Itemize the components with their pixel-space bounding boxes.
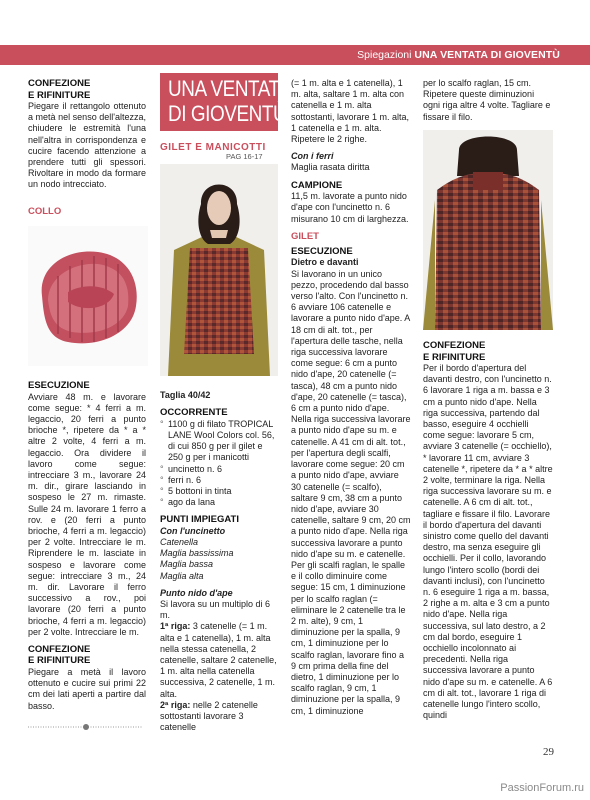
model-back-photo xyxy=(423,130,553,330)
punti-heading: PUNTI IMPIEGATI xyxy=(160,514,239,526)
ferri-heading: Con i ferri xyxy=(291,151,334,162)
column-1 xyxy=(28,78,146,191)
model-back-image xyxy=(423,130,553,330)
punto-item: Maglia alta xyxy=(160,570,204,581)
confezione-heading-1: CONFEZIONE E RIFINITURE xyxy=(28,78,91,101)
esecuzione-heading-1: ESECUZIONE xyxy=(28,380,90,391)
taglia: Taglia 40/42 xyxy=(160,390,211,400)
confezione-text-2: Piegare a metà il lavoro ottenuto e cucire sui primi 22 cm dei lati aperti a partire dal basso. xyxy=(28,666,146,711)
esecuzione-text-1: Avviare 48 m. e lavorare come segue: * 4 ferri a m. legaccio, 20 ferri a punto brioche *, ripetere da * a * altre 2 volte, 4 ferri a m. legaccio. Ora dividere il lavoro come segue: intrecciare 3 m., lavorare 24 m. dir., girare lasciando in sospeso le 27 m. rimaste. Sulle 24 m. lavorare 1 ferro a rov. e (20 ferri a punto brioche, 4 ferri a m. legaccio) per 2 volte. Intrecciare le m. Riprendere le m. lasciate in sospeso e lavorare come segue: intrecciare 3 m., 24 m. dir. Lavorare il ferro successivo a rov., poi lavorare (20 ferri a punto brioche, 4 ferri a m. legaccio) per 2 volte. Intrecciare le m. xyxy=(28,391,146,637)
punto-item: Catenella xyxy=(160,537,199,548)
occorrente-item: ° 1100 g di filato TROPICAL LANE Wool Colors col. 56, di cui 850 g per il gilet e 250 g per i manicotti xyxy=(160,419,280,464)
occorrente-item: ° uncinetto n. 6 xyxy=(160,464,280,475)
column-4b xyxy=(423,340,553,722)
ferri-text: Maglia rasata diritta xyxy=(291,162,370,173)
confezione-heading-3: CONFEZIONE E RIFINITURE xyxy=(423,340,486,363)
punto-item: Maglia bassa xyxy=(160,559,214,570)
collo-photo xyxy=(28,226,148,366)
riga2-text: nelle 2 catenelle sottostanti lavorare 3 catenelle xyxy=(160,699,258,733)
riga1-label: 1ª riga: xyxy=(160,621,191,632)
collo-section xyxy=(28,206,146,217)
col4-cont-text: per lo scalfo raglan, 15 cm. Ripetere queste diminuzioni ogni riga altre 4 volte. Tagliare e fissare il filo. xyxy=(423,78,551,122)
column-4 xyxy=(423,78,553,123)
confezione-text-3: Per il bordo d'apertura del davanti destro, con l'uncinetto n. 6 lavorare 1 riga a m. bassa e 3 cm a punto nido d'ape. Nella riga successiva, partendo dal basso, eseguire 4 occhielli come segue: lavorare 5 cm, avviare 3 catenelle (= occhiello), * lavorare 11 cm, avviare 3 catenelle *, ripetere da * a * altre 2 volte, terminare la riga. Nella riga successiva lavorare su m. e catenelle. A 6 cm di alt. tot., tagliare e fissare il filo. Lavorare il bordo d'apertura del davanti sinistro come quello del davanti destro, ma senza eseguire gli occhielli. Per il collo, lavorando lungo l'intero scollo (bordi dei davanti inclusi), con l'uncinetto n. 6 eseguire 1 riga a m. bassa, 2 righe a m. alta e 3 cm a punto nido d'ape. Nella riga successiva, sul lato destro, a 2 cm dal bordo, eseguire 1 occhiello incolonnato ai precedenti. Nella riga successiva lavorare a punto nido d'ape su m. e catenelle. A 6 cm di alt. tot., lavorare 1 riga di catenelle lungo l'intero scollo, quindi xyxy=(423,363,553,721)
campione-heading: CAMPIONE xyxy=(291,179,343,191)
confezione-text-1: Piegare il rettangolo ottenuto a metà nel senso dell'altezza, chiudere le estremità l'una nell'altra in corrispondenza e cucire facendo attenzione a prendere tutti gli spessori. Rivoltare in modo da formare un nodo intrecciato. xyxy=(28,101,146,190)
subtitle: GILET E MANICOTTI xyxy=(160,142,266,153)
occorrente-item: ° 5 bottoni in tinta xyxy=(160,486,280,497)
riga1-text: 3 catenelle (= 1 m. alta e 1 catenella), 1 m. alta nella stessa catenella, 2 catenelle, saltare 2 catenelle, 1 m. alta nella catenella successiva, 2 catenelle, 1 m. alta. xyxy=(160,621,277,699)
model-front-photo xyxy=(160,164,278,376)
col3-cont-text: (= 1 m. alta e 1 catenella), 1 m. alta, saltare 1 m. alta con catenella e 1 m. alta sottostanti, lavorare 1 m. alta, 1 catenella e 1 m. alta. Ripetere le 2 righe. xyxy=(291,78,410,145)
nido-intro: Si lavora su un multiplo di 6 m. xyxy=(160,599,271,621)
header-text xyxy=(357,47,560,63)
campione-text: 11,5 m. lavorate a punto nido d'ape con l'uncinetto n. 6 misurano 10 cm di larghezza. xyxy=(291,191,409,224)
esecuzione-heading-2: ESECUZIONE xyxy=(291,245,353,257)
occorrente-heading: OCCORRENTE xyxy=(160,407,228,419)
con-uncinetto: Con l'uncinetto xyxy=(160,525,226,536)
model-front-image xyxy=(160,164,278,376)
neck-warmer-image xyxy=(28,226,148,366)
column-1b xyxy=(28,380,146,712)
header-title: UNA VENTATA DI GIOVENTÙ xyxy=(414,49,560,61)
riga2-label: 2ª riga: xyxy=(160,699,191,710)
page-number: 29 xyxy=(543,746,554,758)
occorrente-item: ° ago da lana xyxy=(160,497,280,508)
column-3 xyxy=(291,78,411,717)
riga1 xyxy=(160,621,280,699)
confezione-heading-2: CONFEZIONE E RIFINITURE xyxy=(28,643,91,667)
header-section: Spiegazioni xyxy=(357,49,412,61)
dietro-heading: Dietro e davanti xyxy=(291,257,359,268)
page-title-box xyxy=(160,73,291,131)
decorative-ruler xyxy=(28,718,143,726)
page-title-line2: DI GIOVENTÙ xyxy=(168,101,287,126)
page-ref: PAG 16-17 xyxy=(226,152,263,161)
gilet-heading: GILET xyxy=(291,230,319,242)
occorrente-list xyxy=(160,419,280,509)
riga2 xyxy=(160,700,280,734)
column-2 xyxy=(160,390,280,733)
watermark: PassionForum.ru xyxy=(500,782,584,794)
nido-heading: Punto nido d'ape xyxy=(160,587,233,598)
punto-item: Maglia bassissima xyxy=(160,548,234,559)
page-title xyxy=(168,76,290,126)
collo-heading: COLLO xyxy=(28,206,62,217)
occorrente-item: ° ferri n. 6 xyxy=(160,475,280,486)
dietro-text: Si lavorano in un unico pezzo, procedendo dal basso verso l'alto. Con l'uncinetto n. 6 avviare 106 catenelle e lavorare a punto nido d'ape. A 18 cm di alt. tot., per l'apertura delle tasche, nella riga successiva lavorare come segue: 6 cm a punto nido d'ape, 20 catenelle (= tasca), 48 cm a punto nido d'ape, 20 catenelle (= tasca), 6 cm a punto nido d'ape. Nella riga successiva lavorare a punto nido d'ape su m. e catenelle. A 41 cm di alt. tot., per l'apertura degli scalfi, lavorare come segue: 20 cm a punto nido d'ape, avviare 30 catenelle (= scalfo), saltare 9 cm, 38 cm a punto nido d'ape, avviare 30 catenelle, saltare 9 cm, 20 cm a punto nido d'ape. Nella riga successiva lavorare a punto nido d'ape su m. e catenelle. Per gli scalfi raglan, le spalle e il collo diminuire come segue: 15 cm, 1 diminuzione per lo scalfo raglan (= eliminare le 2 catenelle tra le 2 m. alte), 9 cm, 1 diminuzione per la spalla, 9 cm, 1 diminuzione per lo scalfo raglan, lavorare fino a 9 cm prima della fine del dietro, 1 diminuzione per lo scalfo raglan, 9 cm, 1 diminuzione per la spalla, 9 cm, 1 diminuzione xyxy=(291,268,411,716)
page-title-line1: UNA VENTATA xyxy=(168,76,291,101)
header-bar xyxy=(0,45,590,65)
